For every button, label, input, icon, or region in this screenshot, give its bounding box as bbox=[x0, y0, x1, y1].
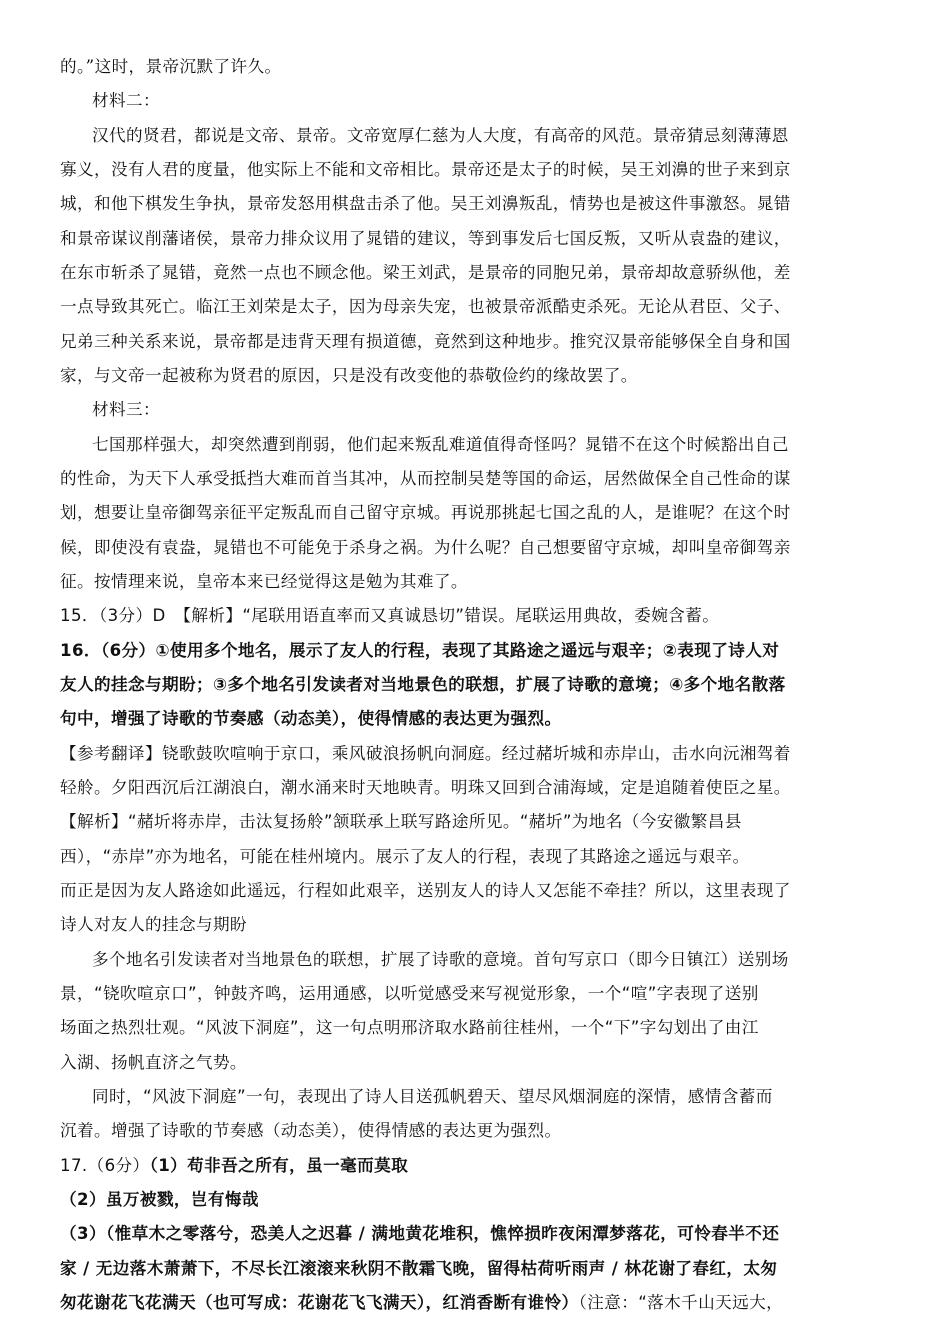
q16-paragraph3-line: 沉着。增强了诗歌的节奏感（动态美），使得情感的表达更为强烈。 bbox=[60, 1121, 562, 1140]
q16-paragraph2-line: 场面之热烈壮观。“风波下洞庭”，这一句点明邢济取水路前往桂州，一个“下”字勾划出了由江 bbox=[60, 1018, 759, 1037]
q16-paragraph3-line: 同时，“风波下洞庭”一句，表现出了诗人目送孤帆碧天、望尽风烟洞庭的深情，感情含蓄而 bbox=[92, 1087, 773, 1106]
material2-heading: 材料二： bbox=[92, 91, 160, 110]
q16-analysis-line: 诗人对友人的挂念与期盼 bbox=[60, 915, 247, 934]
q16-paragraph2-line: 入湖、扬帆直济之气势。 bbox=[60, 1053, 247, 1072]
q16-translation-line: 轻舲。夕阳西沉后江湖浪白，潮水涌来时天地映青。明珠又回到合浦海域，定是追随着使臣之星。 bbox=[60, 778, 791, 797]
q17-item1-line bbox=[60, 1151, 408, 1181]
material2-line: 兄弟三种关系来说，景帝都是违背天理有损道德，竟然到这种地步。推究汉景帝能够保全自身和国 bbox=[60, 332, 791, 351]
material2-line: 汉代的贤君，都说是文帝、景帝。文帝宽厚仁慈为人大度，有高帝的风范。景帝猜忌刻薄薄恩 bbox=[92, 126, 789, 145]
q17-item1: （1）苟非吾之所有，虽一毫而莫取 bbox=[149, 1156, 409, 1175]
q15-answer: 15．（3分）D 【解析】“尾联用语直率而又真诚恳切”错误。尾联运用典故，委婉含蓄。 bbox=[60, 606, 720, 625]
material1-tail-line: 的。”这时，景帝沉默了许久。 bbox=[60, 57, 282, 76]
material3-line: 七国那样强大，却突然遭到削弱，他们起来叛乱难道值得奇怪吗？晁错不在这个时候豁出自己 bbox=[92, 435, 789, 454]
q17-item3-last-line bbox=[60, 1288, 783, 1318]
material2-line: 城，和他下棋发生争执，景帝发怒用棋盘击杀了他。吴王刘濞叛乱，情势也是被这件事激怒。晁错 bbox=[60, 194, 791, 213]
material3-heading: 材料三： bbox=[92, 400, 160, 419]
q16-paragraph2-line: 景，“铙吹喧京口”，钟鼓齐鸣，运用通感，以听觉感受来写视觉形象，一个“喧”字表现了送别 bbox=[60, 984, 759, 1003]
q16-analysis-line: 【解析】“赭圻将赤岸，击汰复扬舲”颔联承上联写路途所见。“赭圻”为地名（今安徽繁昌县 bbox=[60, 812, 742, 831]
material3-line: 划，想要让皇帝御驾亲征平定叛乱而自己留守京城。再说那挑起七国之乱的人，是谁呢？在这个时 bbox=[60, 503, 791, 522]
material2-line: 在东市斩杀了晁错，竟然一点也不顾念他。梁王刘武，是景帝的同胞兄弟，景帝却故意骄纵他，差 bbox=[60, 263, 791, 282]
material3-line: 征。按情理来说，皇帝本来已经觉得这是勉为其难了。 bbox=[60, 572, 468, 591]
q17-item3-note: （注意：“落木千山天远大， bbox=[578, 1293, 784, 1312]
q17-item3-line: 匆花谢花飞花满天（也可写成：花谢花飞飞满天），红消香断有谁怜） bbox=[60, 1293, 579, 1312]
q16-answer-line: 友人的挂念与期盼；③多个地名引发读者对当地景色的联想，扩展了诗歌的意境；④多个地名散落 bbox=[60, 675, 786, 694]
q16-answer-line: 16．（6分）①使用多个地名，展示了友人的行程，表现了其路途之遥远与艰辛；②表现了诗人对 bbox=[60, 641, 780, 660]
material2-line: 一点导致其死亡。临江王刘荣是太子，因为母亲失宠，也被景帝派酷吏杀死。无论从君臣、父子、 bbox=[60, 297, 791, 316]
q16-analysis-line: 西），“赤岸”亦为地名，可能在桂州境内。展示了友人的行程，表现了其路途之遥远与艰辛。 bbox=[60, 847, 750, 866]
q16-answer-line: 句中，增强了诗歌的节奏感（动态美），使得情感的表达更为强烈。 bbox=[60, 709, 562, 728]
material2-line: 家，与文帝一起被称为贤君的原因，只是没有改变他的恭敬俭约的缘故罢了。 bbox=[60, 366, 638, 385]
material3-line: 候，即使没有袁盎，晁错也不可能免于杀身之祸。为什么呢？自己想要留守京城，却叫皇帝御驾亲 bbox=[60, 538, 791, 557]
q16-analysis-line: 而正是因为友人路途如此遥远，行程如此艰辛，送别友人的诗人又怎能不牵挂？所以，这里表现了 bbox=[60, 881, 791, 900]
q17-item3-line: （3）（惟草木之零落兮，恐美人之迟暮 / 满地黄花堆积，憔悴损昨夜闲潭梦落花，可怜春半不还 bbox=[60, 1224, 780, 1243]
q17-item3-line: 家 / 无边落木萧萧下，不尽长江滚滚来秋阴不散霜飞晚，留得枯荷听雨声 / 林花谢了春红，太匆 bbox=[60, 1259, 778, 1278]
q16-translation-line: 【参考翻译】铙歌鼓吹喧响于京口，乘风破浪扬帆向洞庭。经过赭圻城和赤岸山，击水向沅湘驾着 bbox=[60, 744, 791, 763]
material3-line: 的性命，为天下人承受抵挡大难而首当其冲，从而控制吴楚等国的命运，居然做保全自己性命的谋 bbox=[60, 469, 791, 488]
material2-line: 寡义，没有人君的度量，他实际上不能和文帝相比。景帝还是太子的时候，吴王刘濞的世子来到京 bbox=[60, 160, 791, 179]
q17-prefix: 17.（6分） bbox=[60, 1156, 150, 1175]
q17-item2: （2）虽万被戮，岂有悔哉 bbox=[60, 1190, 259, 1209]
material2-line: 和景帝谋议削藩诸侯，景帝力排众议用了晁错的建议，等到事发后七国反叛，又听从袁盎的建议， bbox=[60, 229, 791, 248]
q16-paragraph2-line: 多个地名引发读者对当地景色的联想，扩展了诗歌的意境。首句写京口（即今日镇江）送别场 bbox=[92, 950, 789, 969]
